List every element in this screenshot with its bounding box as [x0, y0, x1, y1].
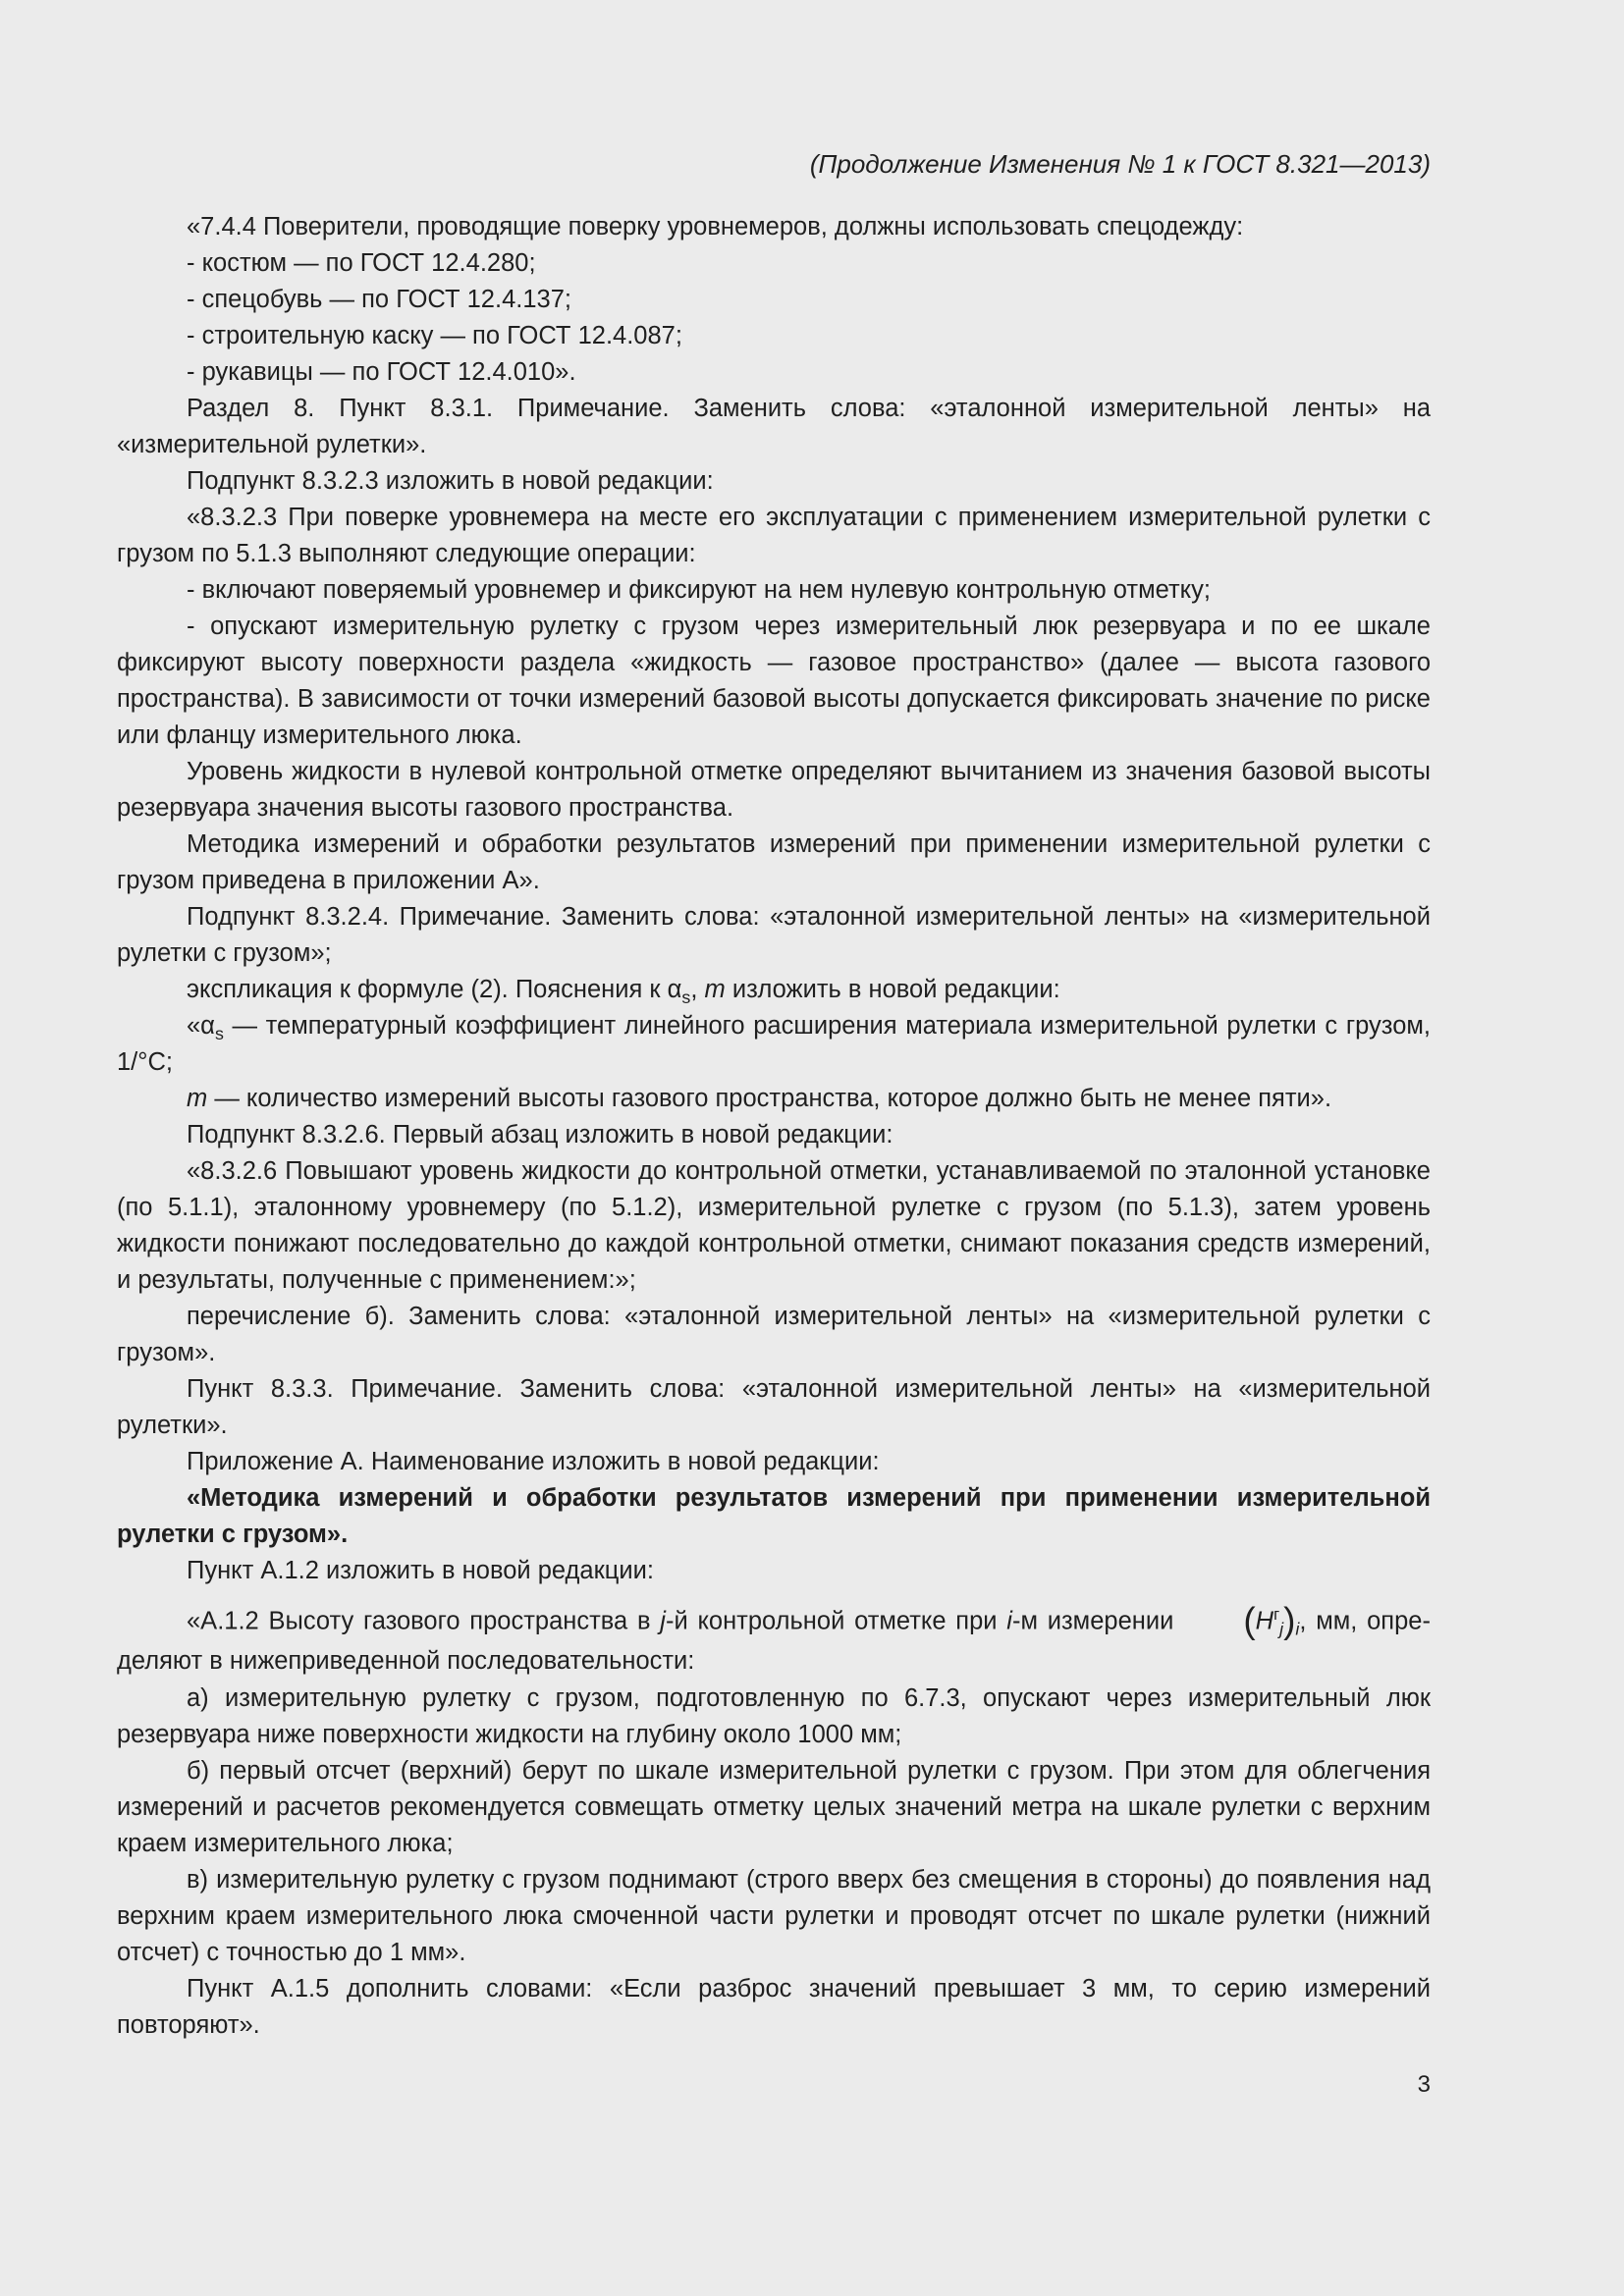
text: — количество измерений высоты газового пространства, которое должно быть не менее пяти». [207, 1085, 1332, 1112]
text: , мм, определяют в нижеприведенной последовательности: [117, 1607, 1431, 1675]
paragraph: Уровень жидкости в нулевой контрольной отметке определяют вычитанием из значения базовой высоты резервуара значения высоты газового пространства. [117, 758, 1431, 822]
paragraph: «8.3.2.6 Повышают уровень жидкости до контрольной отметки, устанавливаемой по эталонной установке (по 5.1.1), эталонному уровнемеру (по 5.1.2), измерительной рулетке с грузом (по 5.1.3), затем уровень жидкости понижают последовательно до каждой контрольной отметки, снимают показания средств измерений, и результаты, полученные с применением:»; [117, 1157, 1431, 1294]
paragraph [117, 1595, 1431, 1681]
paragraph: перечисление б). Заменить слова: «эталонной измерительной ленты» на «измерительной рулетки с грузом». [117, 1303, 1431, 1366]
text: — температурный коэффициент линейного расширения материала измерительной рулетки с грузом, 1/°С; [117, 1012, 1431, 1076]
page-number: 3 [1417, 2071, 1431, 2098]
symbol-m: m [187, 1085, 208, 1112]
text: экспликация к формуле (2). Пояснения к α [187, 976, 682, 1003]
paragraph [117, 1008, 1431, 1081]
appendix-title: «Методика измерений и обработки результатов измерений при применении измерительной рулетки с грузом». [117, 1484, 1431, 1548]
list-item: а) измерительную рулетку с грузом, подготовленную по 6.7.3, опускают через измерительный люк резервуара ниже поверхности жидкости на глубину около 1000 мм; [117, 1683, 1431, 1748]
list-item: в) измерительную рулетку с грузом поднимают (строго вверх без смещения в стороны) до появления над верхним краем измерительного люка смоченной части рулетки и проводят отсчет по шкале рулетки (нижний отсчет) с точностью до 1 мм». [117, 1865, 1431, 1966]
list-item: - костюм — по ГОСТ 12.4.280; [187, 249, 536, 277]
paragraph: Пункт А.1.5 дополнить словами: «Если разброс значений превышает 3 мм, то серию измерений повторяют». [117, 1974, 1431, 2039]
symbol-j: j [660, 1607, 666, 1635]
symbol-H: H [1255, 1607, 1274, 1635]
subscript: s [681, 988, 691, 1008]
paragraph: экспликация к формуле (2). Пояснения к $\alpha_s$, m изложить в новой редакции: [187, 976, 1060, 1008]
paragraph: Методика измерений и обработки результатов измерений при применении измерительной рулетки с грузом приведена в приложении А». [117, 830, 1431, 894]
text: «А.1.2 Высоту газового пространства в [187, 1607, 661, 1635]
paren-left: ( [1243, 1600, 1256, 1641]
paragraph: Приложение А. Наименование изложить в новой редакции: [187, 1448, 880, 1475]
list-item: - включают поверяемый уровнемер и фиксируют на нем нулевую контрольную отметку; [187, 576, 1211, 604]
superscript: г [1273, 1605, 1280, 1624]
text: изложить в новой редакции: [725, 976, 1060, 1003]
body-text [117, 209, 1431, 2044]
paragraph: Пункт А.1.2 изложить в новой редакции: [187, 1557, 654, 1584]
subscript: i [1295, 1619, 1300, 1639]
list-item: - рукавицы — по ГОСТ 12.4.010». [187, 358, 576, 386]
list-item: - строительную каску — по ГОСТ 12.4.087; [187, 322, 682, 349]
subscript: j [1279, 1619, 1284, 1639]
paragraph: «8.3.2.3 При поверке уровнемера на месте его эксплуатации с применением измерительной рулетки с грузом по 5.1.3 выполняют следующие операции: [117, 504, 1431, 567]
formula-H [1173, 1595, 1299, 1641]
text: «α [187, 1012, 215, 1040]
list-item: б) первый отсчет (верхний) берут по шкале измерительной рулетки с грузом. При этом для облегчения измерений и расчетов рекомендуется совмещать отметку целых значений метра на шкале рулетки с верхним краем измерительного люка; [117, 1756, 1431, 1857]
paragraph: Подпункт 8.3.2.4. Примечание. Заменить слова: «эталонной измерительной ленты» на «измерительной рулетки с грузом»; [117, 903, 1431, 967]
list-item: - спецобувь — по ГОСТ 12.4.137; [187, 286, 571, 313]
text: -м измерении [1011, 1607, 1174, 1635]
symbol-i: i [1006, 1607, 1012, 1635]
running-header: (Продолжение Изменения № 1 к ГОСТ 8.321—2013) [809, 149, 1431, 179]
subscript: s [214, 1024, 224, 1044]
paragraph: Раздел 8. Пункт 8.3.1. Примечание. Заменить слова: «эталонной измерительной ленты» на «измерительной рулетки». [117, 395, 1431, 458]
list-item: - опускают измерительную рулетку с грузом через измерительный люк резервуара и по ее шкале фиксируют высоту поверхности раздела «жидкость — газовое пространство» (далее — высота газового пространства). В зависимости от точки измерений базовой высоты допускается фиксировать значение по риске или фланцу измерительного люка. [117, 613, 1431, 749]
symbol-m: m [704, 976, 726, 1003]
paren-right: ) [1283, 1600, 1296, 1641]
text: -й контрольной отметке при [665, 1607, 1007, 1635]
paragraph: Пункт 8.3.3. Примечание. Заменить слова: «эталонной измерительной ленты» на «измерительной рулетки». [117, 1375, 1431, 1439]
paragraph: Подпункт 8.3.2.3 изложить в новой редакции: [187, 467, 714, 495]
paragraph: Подпункт 8.3.2.6. Первый абзац изложить в новой редакции: [187, 1121, 893, 1148]
paragraph [117, 1081, 1431, 1117]
paragraph: «7.4.4 Поверители, проводящие поверку уровнемеров, должны использовать спецодежду: [187, 213, 1244, 240]
